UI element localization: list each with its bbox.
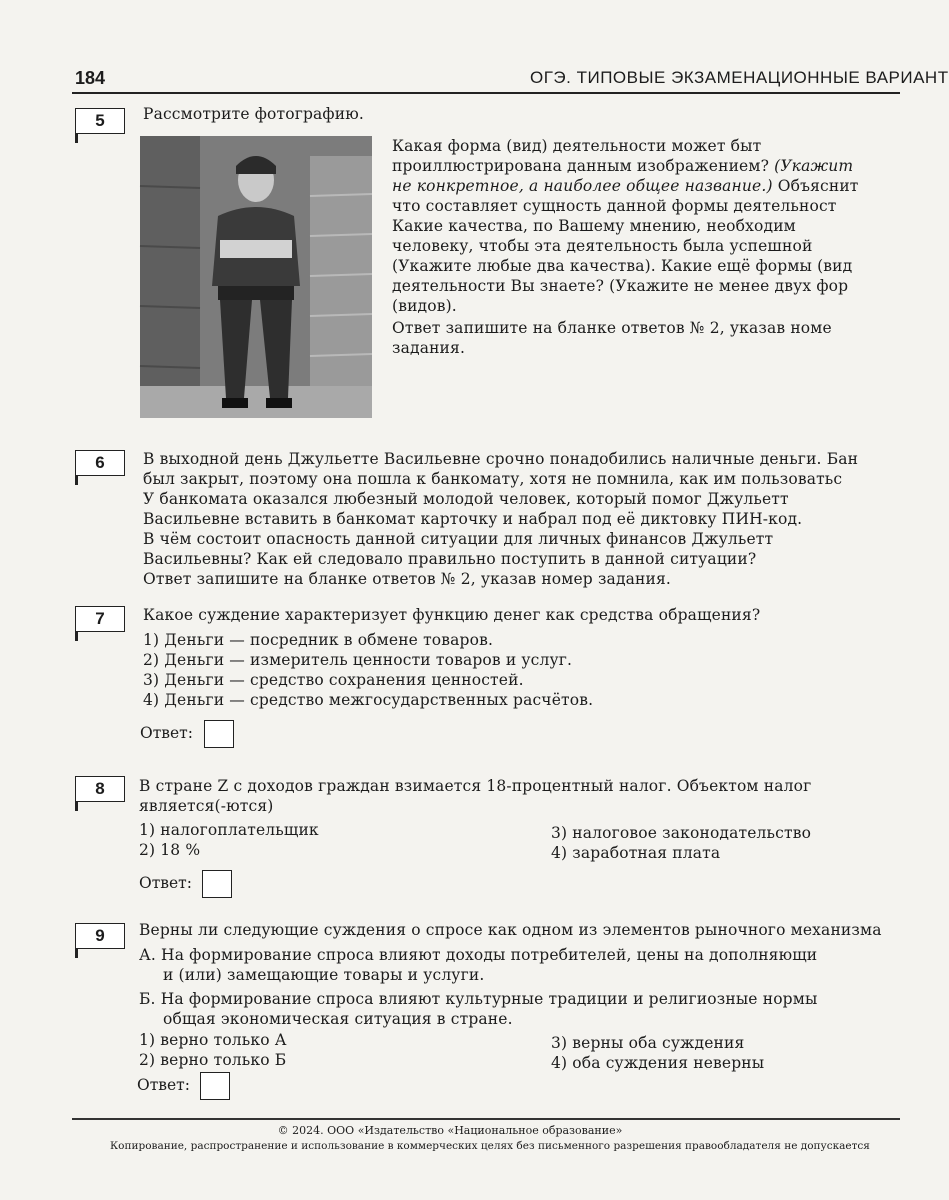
task-5-line-5: Какие качества, по Вашему мнению, необходим (392, 217, 796, 235)
task-6-line-3: У банкомата оказался любезный молодой человек, который помог Джульетт (143, 490, 789, 508)
task-5-line-1: Какая форма (вид) деятельности может быт (392, 137, 762, 155)
header-rule (72, 92, 900, 94)
task-5-line-9: (видов). (392, 297, 457, 315)
task-6-line-4: Васильевне вставить в банкомат карточку и набрал под её диктовку ПИН-код. (143, 510, 803, 528)
task-5-line-2: проиллюстрирована данным изображением? (Укажит (392, 157, 854, 175)
task-8-answer-label: Ответ: (139, 874, 192, 892)
task-6-line-1: В выходной день Джульетте Васильевне срочно понадобились наличные деньги. Бан (143, 450, 859, 468)
task-9-statement-a-2: и (или) замещающие товары и услуги. (163, 966, 485, 984)
task-7-answer-label: Ответ: (140, 724, 193, 742)
task-9-option-2: 2) верно только Б (139, 1051, 287, 1069)
task-9-number: 9 (75, 923, 125, 949)
task-6-line-5: В чём состоит опасность данной ситуации для личных финансов Джульетт (143, 530, 774, 548)
task-8-answer-box[interactable] (202, 870, 232, 898)
task-5-line-11: задания. (392, 339, 466, 357)
task-8-line-2: является(-ются) (139, 797, 274, 815)
task-9-answer-box[interactable] (200, 1072, 230, 1100)
running-header-title: ОГЭ. ТИПОВЫЕ ЭКЗАМЕНАЦИОННЫЕ ВАРИАНТ (530, 68, 949, 87)
task-8-option-3: 3) налоговое законодательство (551, 824, 812, 842)
task-5-line-4: что составляет сущность данной формы деятельност (392, 197, 837, 215)
task-6-number: 6 (75, 450, 125, 476)
task-7-answer-box[interactable] (204, 720, 234, 748)
task-7-option-3: 3) Деньги — средство сохранения ценностей. (143, 671, 524, 689)
task-8-line-1: В стране Z с доходов граждан взимается 18-процентный налог. Объектом налог (139, 777, 812, 795)
task-5-line-3: не конкретное, а наиболее общее название.) Объяснит (392, 177, 859, 195)
task-5-intro: Рассмотрите фотографию. (143, 105, 364, 123)
task-5-line-6: человеку, чтобы эта деятельность была успешной (392, 237, 813, 255)
task-5-line-8: деятельности Вы знаете? (Укажите не менее двух фор (392, 277, 849, 295)
task-7-number: 7 (75, 606, 125, 632)
task-6-line-7: Ответ запишите на бланке ответов № 2, указав номер задания. (143, 570, 672, 588)
task-8-option-1: 1) налогоплательщик (139, 821, 319, 839)
task-6-line-6: Васильевны? Как ей следовало правильно поступить в данной ситуации? (143, 550, 757, 568)
task-9-statement-b-1: Б. На формирование спроса влияют культурные традиции и религиозные нормы (139, 990, 818, 1008)
task-5-photo (140, 136, 372, 418)
footer-notice: Копирование, распространение и использование в коммерческих целях без письменного разрешения правообладателя не допускается (110, 1140, 870, 1152)
task-9-option-3: 3) верны оба суждения (551, 1034, 745, 1052)
task-9-option-1: 1) верно только А (139, 1031, 287, 1049)
task-7-option-4: 4) Деньги — средство межгосударственных расчётов. (143, 691, 594, 709)
task-7-question: Какое суждение характеризует функцию денег как средства обращения? (143, 606, 761, 624)
task-8-option-2: 2) 18 % (139, 841, 201, 859)
task-5-number: 5 (75, 108, 125, 134)
task-9-statement-b-2: общая экономическая ситуация в стране. (163, 1010, 513, 1028)
task-5-line-7: (Укажите любые два качества). Какие ещё формы (вид (392, 257, 853, 275)
task-5-line-10: Ответ запишите на бланке ответов № 2, указав номе (392, 319, 832, 337)
worker-photo-image (140, 136, 372, 418)
footer-copyright: © 2024. ООО «Издательство «Национальное образование» (277, 1124, 623, 1137)
footer-rule (72, 1118, 900, 1120)
page-number: 184 (75, 68, 106, 88)
task-8-number: 8 (75, 776, 125, 802)
task-7-option-2: 2) Деньги — измеритель ценности товаров и услуг. (143, 651, 573, 669)
task-9-question: Верны ли следующие суждения о спросе как одном из элементов рыночного механизма (139, 921, 882, 939)
task-7-option-1: 1) Деньги — посредник в обмене товаров. (143, 631, 494, 649)
task-8-option-4: 4) заработная плата (551, 844, 721, 862)
task-9-option-4: 4) оба суждения неверны (551, 1054, 765, 1072)
task-6-line-2: был закрыт, поэтому она пошла к банкомату, хотя не помнила, как им пользоватьс (143, 470, 843, 488)
task-9-answer-label: Ответ: (137, 1076, 190, 1094)
task-9-statement-a-1: А. На формирование спроса влияют доходы потребителей, цены на дополняющи (139, 946, 818, 964)
